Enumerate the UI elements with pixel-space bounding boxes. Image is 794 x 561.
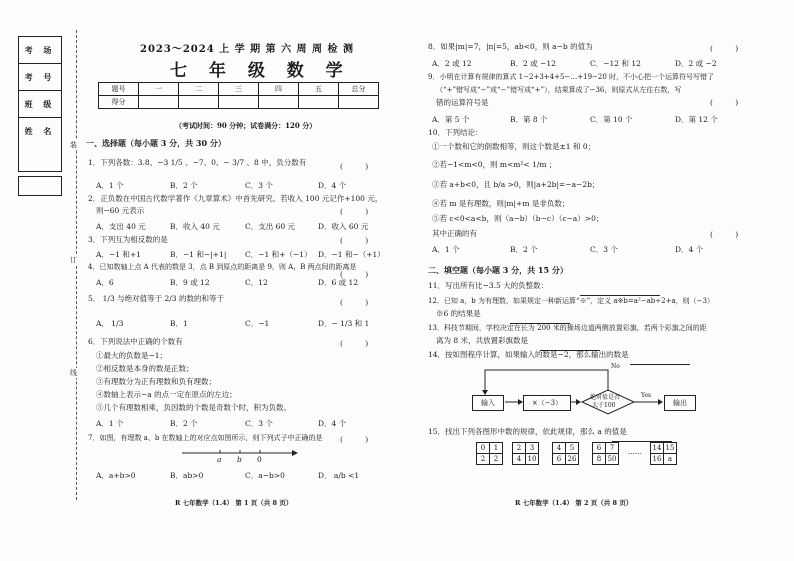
q10-option-b: B．2 个 [510, 245, 538, 254]
pattern-cell: 3 [526, 443, 539, 454]
q6-option-d: D．4 个 [318, 419, 347, 428]
pattern-cell: 2 [477, 454, 490, 465]
pattern-cell: 0 [477, 443, 490, 454]
score-header: 四 [259, 83, 299, 96]
score-cell[interactable] [179, 96, 219, 109]
binding-line [76, 30, 77, 500]
answer-bracket: ( ) [340, 270, 379, 279]
flow-loop-no [485, 370, 608, 392]
question-2: 2．正负数在中国古代数学著作《九章算术》中首先研究。若收入 100 元记作+100 元， [88, 194, 383, 203]
q10-option-a: A．1 个 [432, 245, 460, 254]
score-header: 总分 [339, 83, 379, 96]
question-13-cont: 离为 8 米，共放置彩旗数是 [436, 336, 529, 345]
binding-label-1: 装 [70, 141, 77, 149]
q1-option-b: B．2 个 [170, 181, 198, 190]
score-row-label: 得分 [99, 96, 139, 109]
pattern-cell: 26 [566, 454, 579, 465]
flow-yes-label: Yes [641, 392, 652, 399]
answer-bracket: ( ) [340, 339, 379, 348]
q5-option-d: D．− 1/3 和 1 [318, 319, 370, 328]
q7-option-c: C．a−b>0 [245, 471, 285, 480]
score-cell[interactable] [139, 96, 179, 109]
score-header: 五 [299, 83, 339, 96]
q4-option-d: D．6 或 12 [318, 278, 359, 287]
question-4: 4．已知数轴上点 A 代表的数是 3，点 B 到原点的距离是 9，则 A，B 两点间的距离是 [88, 263, 357, 271]
answer-bracket: ( ) [710, 98, 749, 107]
question-11: 11．写出所有比−3.5 大的负整数： [428, 281, 549, 290]
flow-arrowhead-2 [576, 399, 581, 405]
question-9-cont: （“+”错写成“−”或“−”错写成“+”），结果算成了−36，则原式从左往右数，写 [436, 86, 682, 94]
exam-title: 2023～2024 上 学 期 第 六 周 周 检 测 [140, 44, 354, 55]
q6-statement: ②相反数是本身的数是正数； [96, 364, 194, 373]
exam-info: （考试时间：90 分钟；试卷满分：120 分） [175, 121, 317, 130]
pattern-grid-4 [592, 442, 619, 465]
q6-option-c: C．3 个 [245, 419, 273, 428]
section-fill: 二、填空题（每小题 3 分，共 15 分） [428, 265, 568, 275]
student-info-box [18, 36, 62, 172]
answer-bracket: ( ) [340, 435, 379, 444]
question-12-cont: ※6 的结果是 [436, 309, 481, 318]
number-line-arrow [292, 450, 298, 456]
pattern-cell: 15 [664, 443, 677, 454]
subject-title: 七 年 级 数 学 [170, 61, 351, 81]
pattern-cell: 4 [513, 454, 526, 465]
binding-label-3: 线 [70, 369, 77, 377]
q2-option-c: C．支出 60 元 [245, 222, 296, 231]
q10-tail: 其中正确的有 [432, 229, 477, 238]
q5-option-a: A． 1/3 [96, 319, 124, 328]
q10-statement: ⑤若 c<0<a<b，则（a−b）（b−c）（c−a）>0； [432, 214, 604, 223]
answer-bracket: ( ) [340, 162, 379, 171]
score-header: 二 [179, 83, 219, 96]
info-class: 班 级 [19, 91, 61, 118]
pattern-cell: 8 [593, 454, 606, 465]
pattern-cell: a [664, 454, 677, 465]
question-6: 6．下列说法中正确的个数有 [88, 337, 183, 346]
info-name: 姓 名 [24, 125, 56, 136]
pattern-cell: 4 [553, 443, 566, 454]
question-14: 14．按如图程序计算，如果输入的数是−2，那么输出的数是 [428, 350, 629, 359]
score-header: 一 [139, 83, 179, 96]
info-exam-number: 考 号 [19, 64, 61, 91]
page-footer: R 七年数学（1.4） 第 1 页（共 8 页） [175, 499, 293, 507]
flow-condition-2: 大于100 [592, 402, 616, 409]
q9-option-a: A．第 5 个 [432, 115, 470, 124]
flow-condition-1: 绝对值是否 [590, 394, 621, 401]
q4-option-a: A．6 [96, 278, 114, 287]
score-cell[interactable] [339, 96, 379, 109]
pattern-cell: 50 [606, 454, 619, 465]
answer-bracket: ( ) [340, 207, 379, 216]
q8-option-d: D．2 或 −2 [675, 59, 717, 68]
flow-input-box: 输入 [472, 395, 504, 411]
q9-option-d: D．第 12 个 [675, 115, 718, 124]
score-table [98, 82, 379, 109]
question-5: 5． 1/3 与绝对值等于 2/3 的数的和等于 [88, 294, 224, 303]
score-cell[interactable] [219, 96, 259, 109]
question-7: 7．如图，有理数 a、b 在数轴上的对应点如图所示，则下列式子中正确的是 [88, 434, 323, 442]
pattern-grid-1 [476, 442, 503, 465]
number-line-label-zero: 0 [257, 455, 262, 464]
question-13: 13．科技节期间，学校决定在长为 200 米的操场边道两侧放置彩旗，若两个彩旗之间的距 [428, 324, 707, 332]
q5-option-b: B．1 [170, 319, 188, 328]
q3-option-c: C．−1 和+（−1） [245, 250, 312, 259]
flow-multiply-box: ×（−3） [523, 395, 571, 411]
binding-label-2: 订 [70, 256, 77, 264]
q5-option-c: C．−1 [245, 319, 270, 328]
q6-statement: ④数轴上表示−a 的点一定在原点的左边； [96, 390, 237, 399]
number-line-label-b: b [237, 455, 242, 464]
score-cell[interactable] [299, 96, 339, 109]
q10-statement: ④若 m 是有理数，则|m|+m 是非负数； [432, 199, 570, 208]
info-exam-room: 考 场 [19, 37, 61, 64]
q3-option-d: D．−1 和−（+1） [318, 250, 385, 259]
pattern-cell: 6 [553, 454, 566, 465]
pattern-cell: 6 [593, 443, 606, 454]
answer-bracket: ( ) [340, 298, 379, 307]
q3-option-a: A．−1 和+1 [96, 250, 141, 259]
flow-no-label: No [611, 363, 620, 370]
q8-option-a: A．2 或 12 [432, 59, 472, 68]
score-header: 三 [219, 83, 259, 96]
question-9: 9．小明在计算有规律的算式 1−2+3+4+5−…+19−20 时，不小心把一个运算符号写错了 [428, 73, 715, 81]
q2-option-a: A．支出 40 元 [96, 222, 146, 231]
q1-option-d: D．4 个 [318, 181, 347, 190]
info-name-blank [18, 176, 62, 196]
pattern-cell: 7 [606, 443, 619, 454]
number-line-label-a: a [217, 455, 222, 464]
q2-option-b: B．收入 40 元 [170, 222, 220, 231]
pattern-cell: 16 [651, 454, 664, 465]
pattern-cell: 5 [566, 443, 579, 454]
q6-option-b: B．2 个 [170, 419, 198, 428]
pattern-cell: 14 [651, 443, 664, 454]
score-cell[interactable] [259, 96, 299, 109]
answer-bracket: ( ) [340, 236, 379, 245]
pattern-grid-3 [552, 442, 579, 465]
pattern-cell: 2 [513, 443, 526, 454]
q4-option-c: C．12 [245, 278, 268, 287]
q8-option-c: C．−12 和 12 [590, 59, 641, 68]
question-15: 15．找出下列各图形中数的规律，依此规律，那么 a 的值是 [428, 427, 627, 436]
pattern-cell: 2 [490, 454, 503, 465]
question-1: 1．下列各数：3.8、−3 1/5 、−7、0、− 3/7 、8 中，负分数有 [88, 158, 307, 167]
flow-output-box: 输出 [664, 395, 696, 411]
pattern-grid-5 [650, 442, 677, 465]
question-10: 10．下列结论： [428, 128, 483, 137]
q8-option-b: B．2 或 −12 [510, 59, 556, 68]
right-page [400, 0, 794, 561]
flow-arrowhead-yes [658, 399, 663, 405]
q10-statement: ②若−1<m<0，则 m<m²< 1/m ； [432, 160, 557, 169]
section-choice: 一、选择题（每小题 3 分，共 30 分） [86, 138, 226, 148]
q6-statement: ①最大的负数是−1； [96, 351, 168, 360]
page-footer: R 七年数学（1.4） 第 2 页（共 8 页） [515, 499, 633, 507]
q10-statement: ①一个数和它的倒数相等，则这个数是±1 和 0； [432, 142, 596, 151]
question-8: 8．如果|m|=7，|n|=5，ab<0，则 a−b 的值为 [428, 42, 593, 51]
q10-statement: ③若 a+b<0，且 b/a >0，则|a+2b|=−a−2b； [432, 180, 600, 189]
question-9-cont: 错的运算符号是 [436, 98, 489, 107]
q9-option-b: B．第 8 个 [510, 115, 548, 124]
pattern-cell: 1 [490, 443, 503, 454]
q6-option-a: A．1 个 [96, 419, 124, 428]
question-12: 12．已知 a，b 为有理数，如果规定一种新运算“※”，定义 a※b=a²−ab÷2+a，则（−3） [428, 297, 714, 305]
q7-option-b: B．ab>0 [170, 471, 204, 480]
q10-option-d: D．4 个 [675, 245, 704, 254]
q10-option-c: C．3 个 [590, 245, 618, 254]
question-2-cont: 则−60 元表示 [96, 206, 145, 215]
q6-statement: ⑤几个有理数相乘，负因数的个数是奇数个时，积为负数。 [96, 403, 291, 412]
q6-statement: ③有理数分为正有理数和负有理数； [96, 377, 216, 386]
q3-option-b: B．−1 和−|+1| [170, 250, 227, 259]
q4-option-b: B．9 或 12 [170, 278, 210, 287]
q7-option-a: A．a+b>0 [96, 471, 136, 480]
score-header: 题号 [99, 83, 139, 96]
q1-option-a: A．1 个 [96, 181, 124, 190]
q1-option-c: C．3 个 [245, 181, 273, 190]
pattern-cell: 10 [526, 454, 539, 465]
question-3: 3．下列互为相反数的是 [88, 235, 168, 244]
q7-option-d: D． a/b <1 [318, 471, 360, 480]
answer-bracket: ( ) [710, 44, 749, 53]
q2-option-d: D．收入 60 元 [318, 222, 369, 231]
pattern-ellipsis: …… [628, 448, 642, 456]
answer-bracket: ( ) [710, 230, 749, 239]
q9-option-c: C．第 10 个 [590, 115, 633, 124]
pattern-grid-2 [512, 442, 539, 465]
